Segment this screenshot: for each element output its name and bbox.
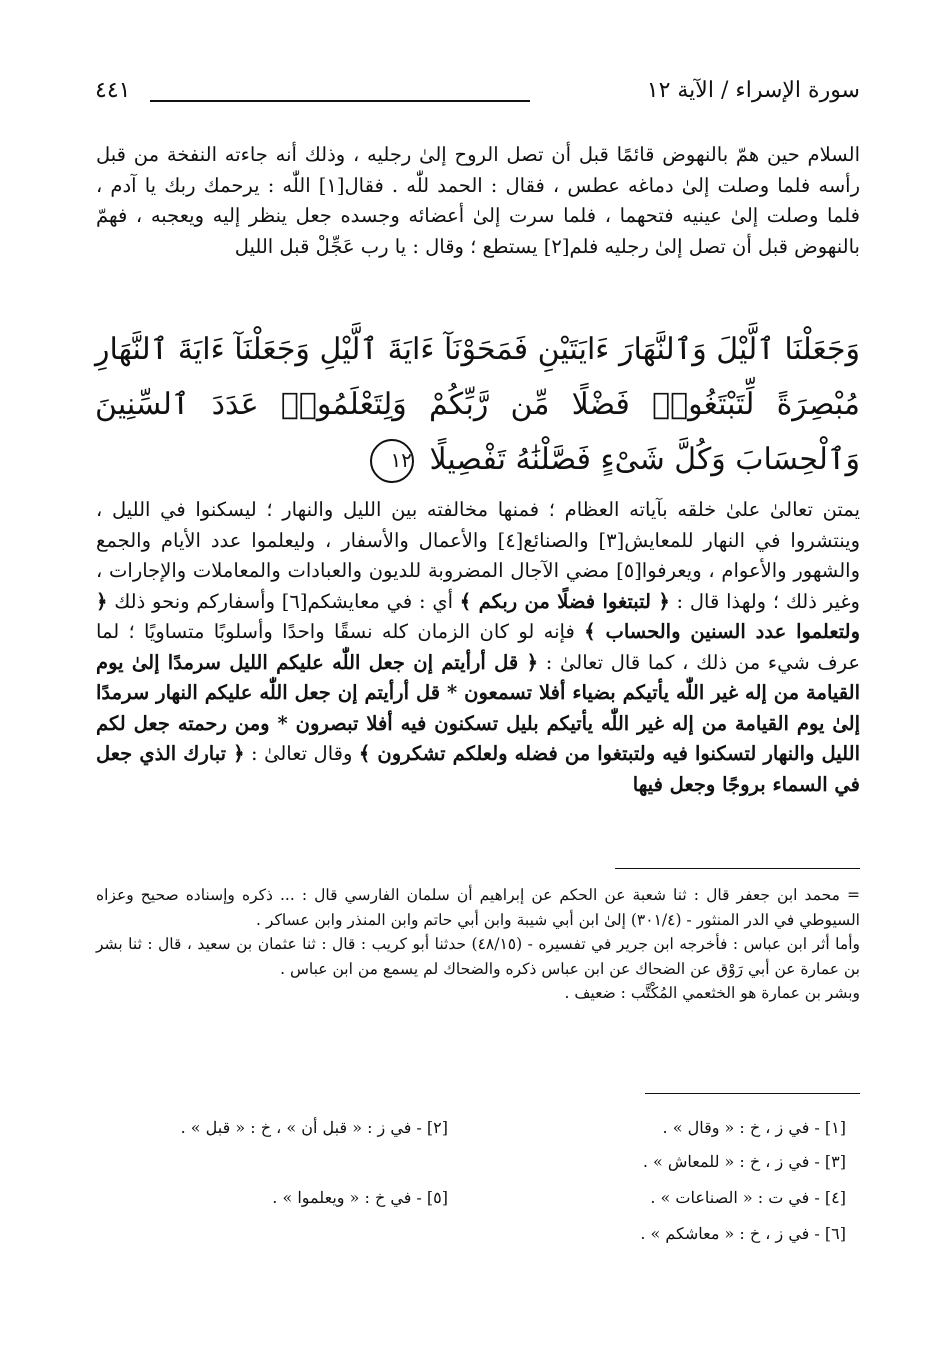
commentary-text: يمتن تعالىٰ علىٰ خلقه بآياته العظام ؛ فمنها مخالفته بين الليل والنهار ؛ ليسكنوا في الليل ، وينتشروا في النهار للمعايش[٣] والصنائع[٤] والأعمال والأسفار ، وليعلموا عدد الأيام والجمع والشهور والأعوام ، ويعرفوا[٥] مضي الآجال المضروبة للديون والعبادات والمعاملات والإجارات ، وغير ذلك ؛ ولهذا قال : [96, 498, 861, 613]
footnote-line: وبشر بن عمارة هو الخثعمي المُكْتَّب : ضعيف . [564, 984, 860, 1002]
variant-note: [١] - في ز ، خ : « وقال » . [662, 1118, 846, 1137]
quote-verse: ﴿ تبارك الذي جعل في السماء بروجًا وجعل فيها [96, 742, 860, 796]
quran-verse-block [95, 322, 860, 487]
page-header [95, 78, 860, 118]
header-rule [150, 100, 530, 102]
footnote-separator [615, 868, 860, 869]
variant-note: [٤] - في ت : « الصناعات » . [650, 1188, 846, 1207]
variant-notes-separator [645, 1093, 860, 1094]
variant-notes [96, 1118, 860, 1258]
variant-note: [٥] - في خ : « ويعلموا » . [272, 1188, 448, 1207]
quote-verse: ﴿ قل أرأيتم إن جعل اللّٰه عليكم الليل سرمدًا إلىٰ يوم القيامة من إله غير اللّٰه يأتيكم بضياء أفلا تسمعون * قل أرأيتم إن جعل اللّٰه عليكم النهار سرمدًا إلىٰ يوم القيامة من إله غير اللّٰه يأتيكم بليل تسكنون فيه أفلا تبصرون * ومن رحمته جعل لكم الليل والنهار لتسكنوا فيه ولتبتغوا من فضله ولعلكم تشكرون ﴾ [96, 650, 860, 765]
quote-verse: ﴿ لتبتغوا فضلًا من ربكم ﴾ [459, 589, 670, 613]
footnote-line: = محمد ابن جعفر قال : ثنا شعبة عن الحكم عن إبراهيم أن سلمان الفارسي قال : ... ذكره وإسناده صحيح وعزاه السيوطي في الدر المنثور - (٣٠١/٤) إلىٰ ابن أبي شيبة وابن أبي حاتم وابن المنذر وابن عساكر . [96, 886, 860, 929]
footnote-line: وأما أثر ابن عباس : فأخرجه ابن جرير في تفسيره - (٤٨/١٥) حدثنا أبو كريب : قال : ثنا عثمان بن سعيد ، قال : ثنا بشر بن عمارة عن أبي رَوْق عن الضحاك عن ابن عباس ذكره والضحاك لم يسمع من ابن عباس . [96, 935, 860, 978]
quran-verse-text: وَجَعَلْنَا ٱلَّيْلَ وَٱلنَّهَارَ ءَايَتَيْنِ فَمَحَوْنَآ ءَايَةَ ٱلَّيْلِ وَجَعَلْنَآ ءَايَةَ ٱلنَّهَارِ مُبْصِرَةً لِّتَبْتَغُوا۟ فَضْلًا مِّن رَّبِّكُمْ وَلِتَعْلَمُوا۟ عَدَدَ ٱلسِّنِينَ وَٱلْحِسَابَ وَكُلَّ شَىْءٍ فَصَّلْنَٰهُ تَفْصِيلًا [95, 332, 860, 477]
commentary-text: أي : في معايشكم[٦] وأسفاركم ونحو ذلك [114, 589, 454, 613]
variant-note: [٣] - في ز ، خ : « للمعاش » . [642, 1152, 846, 1171]
commentary-paragraph [96, 495, 860, 800]
variant-note: [٢] - في ز : « قبل أن » ، خ : « قبل » . [180, 1118, 448, 1137]
commentary-text: فإنه لو كان الزمان كله نسقًا واحدًا وأسلوبًا متساويًا ؛ لما عرف شيء من ذلك ، كما قال تعالىٰ : [96, 620, 860, 674]
quote-verse: ﴿ ولتعلموا عدد السنين والحساب ﴾ [96, 589, 860, 643]
hadith-footnote [96, 883, 860, 1006]
opening-paragraph: السلام حين همّ بالنهوض قائمًا قبل أن تصل الروح إلىٰ رجليه ، وذلك أنه جاءته النفخة من قبل رأسه فلما وصلت إلىٰ دماغه عطس ، فقال : الحمد للّٰه . فقال[١] اللّٰه : يرحمك ربك يا آدم ، فلما وصلت إلىٰ عينيه فتحهما ، فلما سرت إلىٰ أعضائه وجسده جعل ينظر إليه ويعجبه ، فهمّ بالنهوض قبل أن تصل إلىٰ رجليه فلم[٢] يستطع ؛ وقال : يا رب عَجِّلْ قبل الليل [96, 143, 860, 258]
verse-number-marker: ١٢ [370, 439, 414, 483]
commentary-text: وقال تعالىٰ : [251, 742, 353, 765]
running-title: سورة الإسراء / الآية ١٢ [646, 78, 860, 103]
variant-note: [٦] - في ز ، خ : « معاشكم » . [640, 1224, 846, 1243]
page-number: ٤٤١ [95, 78, 131, 103]
